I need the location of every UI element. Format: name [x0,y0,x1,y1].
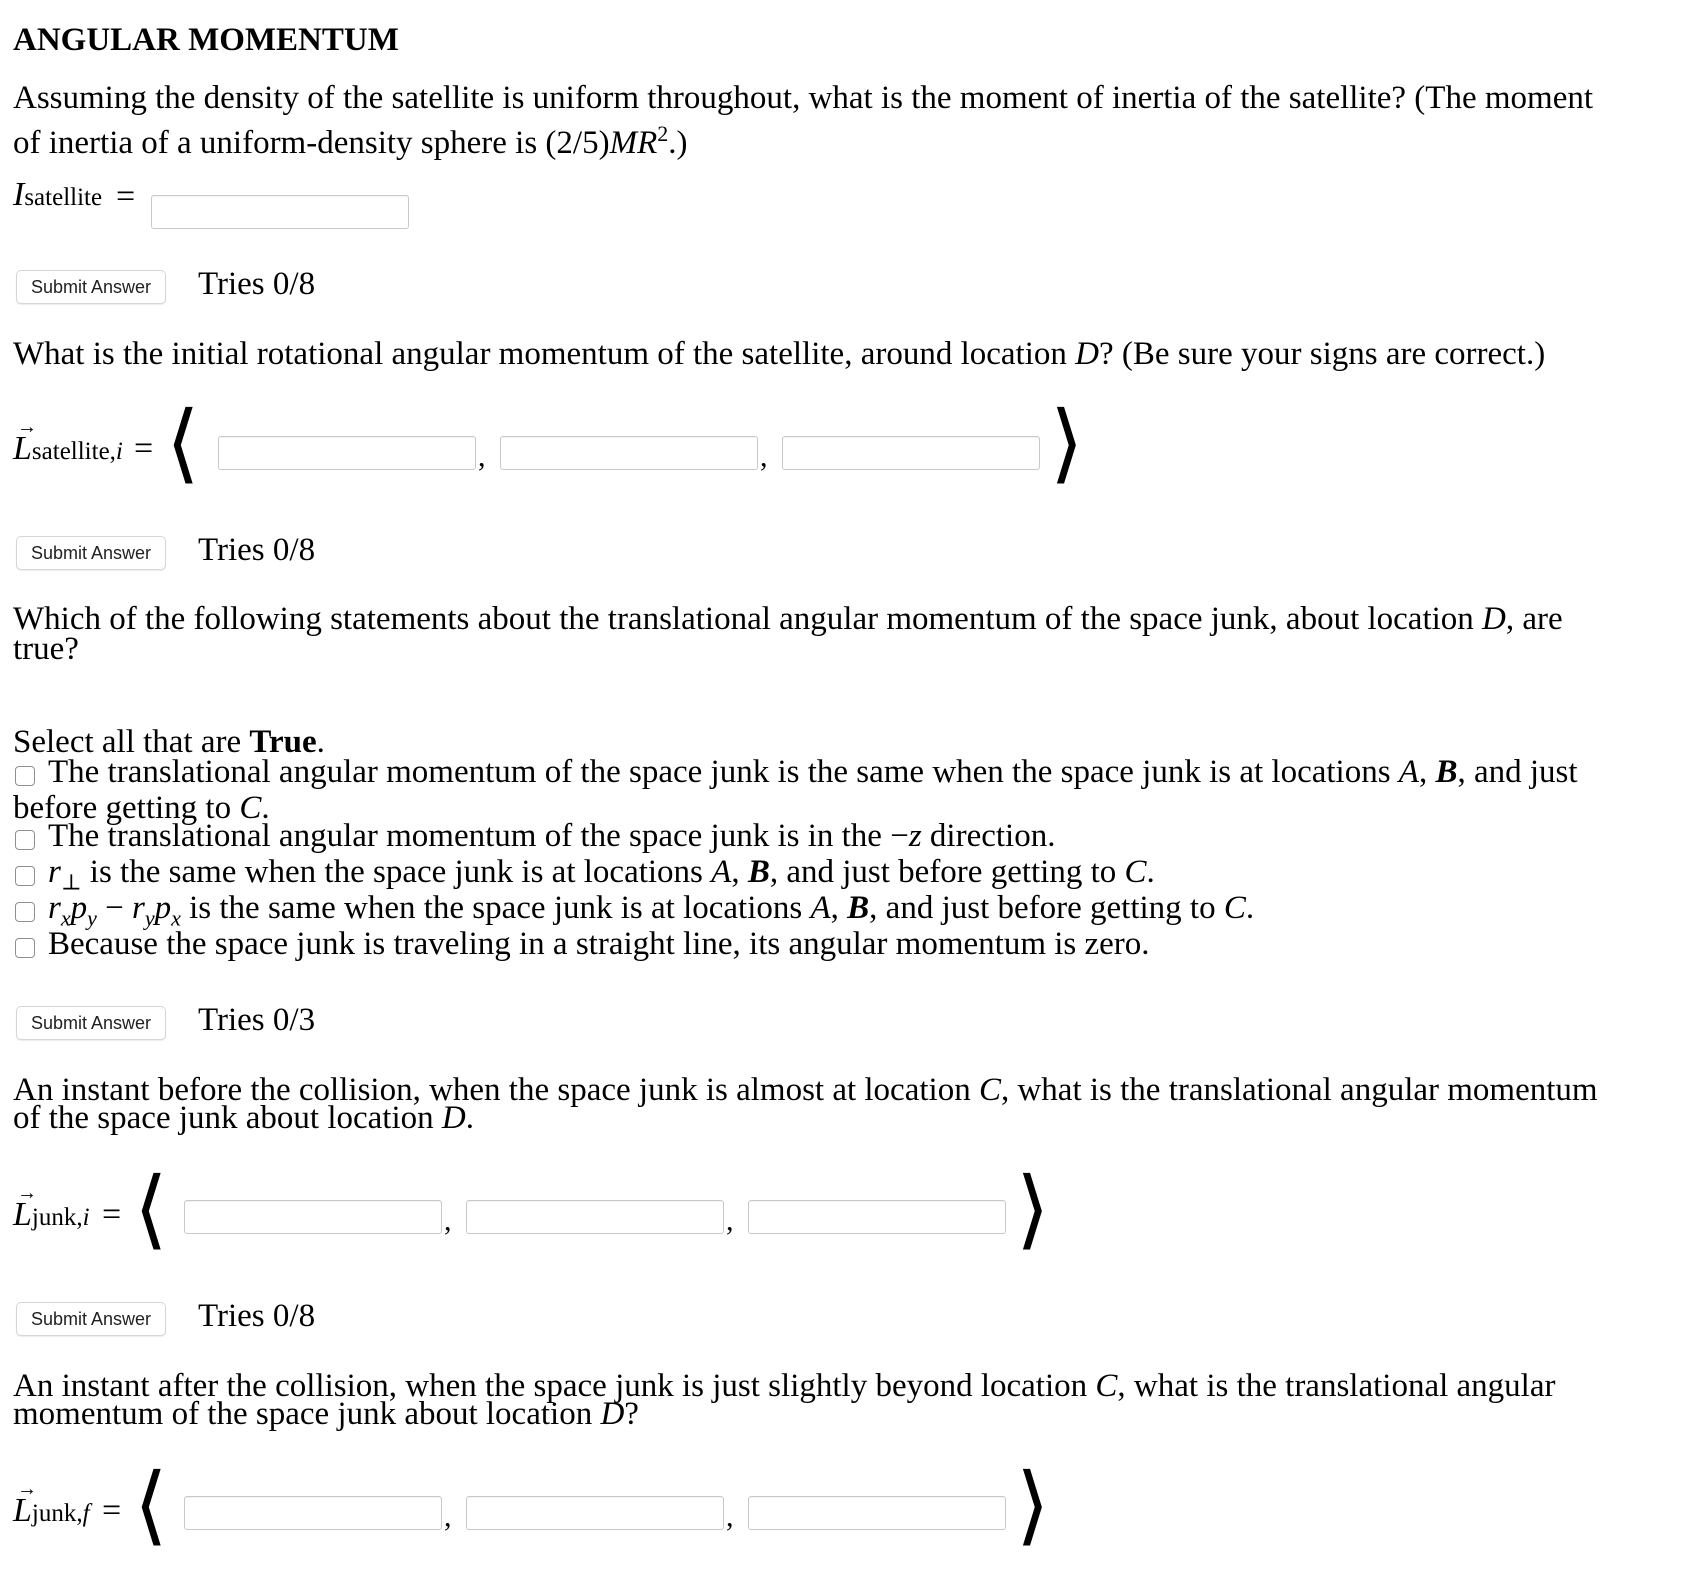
right-angle-bracket: ⟩ [1016,1161,1050,1257]
equals-sign: = [102,1492,122,1529]
option-5-text: Because the space junk is traveling in a straight line, its angular momentum is zero. [48,926,1150,962]
i-satellite-label [13,176,102,214]
l-junk-f-z-input[interactable] [748,1496,1006,1530]
page-title: ANGULAR MOMENTUM [13,22,399,58]
option-4-r1: r [48,890,61,926]
question-1-mr: MR [609,125,658,161]
checkbox-option-5[interactable] [15,938,35,958]
option-3-b: B [747,854,770,890]
l-var: → L [13,1492,32,1530]
question-2-line-1-end: ? (Be sure your signs are correct.) [1098,336,1546,372]
l-junk-i-y-input[interactable] [466,1200,724,1234]
submit-answer-button-3[interactable]: Submit Answer [16,1006,166,1040]
question-5-text [13,1368,1683,1432]
l-sub: junk, [31,1204,83,1231]
question-4-line-2: of the space junk about location [13,1100,442,1136]
option-4-x1: x [60,905,71,931]
option-1-a: A [1398,754,1419,790]
option-4-r2: r [132,890,145,926]
left-angle-bracket: ⟨ [166,395,200,491]
option-4-a: A [810,890,831,926]
option-1-part-a: The translational angular momentum of the space junk is the same when the space junk is at locations [48,754,1399,790]
comma: , [726,1204,734,1237]
option-4-end: . [1245,890,1255,926]
option-2-end: direction. [921,818,1056,854]
question-1-line-1: Assuming the density of the satellite is uniform throughout, what is the moment of inertia of the satellite? (The moment [13,80,1594,116]
tries-counter-1: Tries 0/8 [198,266,316,302]
option-2-text [48,818,1055,855]
l-sub-f: f [82,1500,90,1527]
checkbox-option-2[interactable] [15,830,35,850]
l-satellite-z-input[interactable] [782,436,1040,470]
comma: , [444,1500,452,1533]
question-5-d: D [600,1396,625,1432]
question-4-line-1: An instant before the collision, when the space junk is almost at location [13,1072,979,1108]
comma: , [444,1204,452,1237]
option-4-part-c: , and just before getting to [869,890,1224,926]
option-1-c: C [239,790,262,826]
option-4-minus: − [96,890,132,926]
option-3-a: A [711,854,732,890]
comma: , [726,1500,734,1533]
option-2-neg: − [890,818,909,854]
option-1-comma: , [1418,754,1436,790]
option-4-x2: x [171,905,181,931]
question-3-line-2: true? [13,631,79,667]
l-var: → L [13,1196,32,1234]
question-2-d: D [1075,336,1099,372]
l-sub-i: i [115,438,123,465]
option-3-comma: , [731,854,748,890]
option-4-y2: y [144,905,155,931]
select-true: True [249,724,317,760]
option-3-c: C [1124,854,1147,890]
l-sub-i: i [82,1204,90,1231]
question-5-c: C [1095,1368,1118,1404]
option-1-end: . [261,790,270,826]
question-1-end: .) [668,125,688,161]
left-angle-bracket: ⟨ [134,1161,168,1257]
option-1-part-c: , and just [1457,754,1578,790]
question-2-line-1: What is the initial rotational angular momentum of the satellite, around location [13,336,1076,372]
question-3-text [13,601,1683,667]
l-sub: satellite, [31,438,116,465]
tries-counter-2: Tries 0/8 [198,532,316,568]
right-angle-bracket: ⟩ [1016,1457,1050,1553]
question-5-end: ? [624,1396,639,1432]
option-4-p2: p [154,890,172,926]
i-satellite-input[interactable] [151,195,409,229]
option-4-p1: p [70,890,88,926]
question-4-end: . [465,1100,474,1136]
question-2-text [13,336,1683,372]
question-5-line-1: An instant after the collision, when the space junk is just slightly beyond location [13,1368,1096,1404]
l-var: → L [13,430,32,468]
l-junk-f-y-input[interactable] [466,1496,724,1530]
option-1-b: B [1435,754,1458,790]
question-1-line-2: of inertia of a uniform-density sphere is (2/5) [13,125,610,161]
option-3-part-a: is the same when the space junk is at locations [81,854,712,890]
question-4-d: D [441,1100,466,1136]
l-sub: junk, [31,1500,83,1527]
tries-counter-4: Tries 0/8 [198,1298,316,1334]
option-1-line2: before getting to [13,790,240,826]
option-2-z: z [908,818,922,854]
equals-sign: = [134,430,154,467]
option-2-part-a: The translational angular momentum of the space junk is in the [48,818,891,854]
submit-answer-button-1[interactable]: Submit Answer [16,270,166,304]
i-var: I [13,176,25,213]
question-3-line-1: Which of the following statements about the translational angular momentum of the space junk, about location [13,601,1483,637]
i-sub: satellite [24,184,103,211]
l-junk-i-label [13,1196,90,1234]
comma: , [478,440,486,473]
question-4-line-1-end: , what is the translational angular momentum [1000,1072,1598,1108]
question-5-line-2: momentum of the space junk about location [13,1396,601,1432]
question-3-line-1-end: , are [1505,601,1563,637]
l-junk-f-label [13,1492,90,1530]
left-angle-bracket: ⟨ [134,1457,168,1553]
l-satellite-label [13,430,123,468]
comma: , [760,440,768,473]
submit-answer-button-2[interactable]: Submit Answer [16,536,166,570]
option-3-perp: ⊥ [60,869,82,895]
question-3-d: D [1482,601,1506,637]
select-text: Select all that are [13,724,250,760]
select-period: . [316,724,325,760]
question-4-c: C [978,1072,1001,1108]
checkbox-option-1[interactable] [15,766,35,786]
option-4-y1: y [87,905,97,931]
checkbox-option-3[interactable] [15,866,35,886]
option-3-part-c: , and just before getting to [769,854,1125,890]
option-3-r: r [48,854,61,890]
l-satellite-y-input[interactable] [500,436,758,470]
right-angle-bracket: ⟩ [1050,395,1084,491]
option-4-comma: , [830,890,848,926]
checkbox-option-4[interactable] [15,902,35,922]
question-5-line-1-end: , what is the translational angular [1117,1368,1556,1404]
question-1-text [13,80,1683,161]
tries-counter-3: Tries 0/3 [198,1002,316,1038]
question-4-text [13,1072,1683,1136]
option-4-b: B [847,890,870,926]
equals-sign: = [116,178,136,215]
submit-answer-button-4[interactable]: Submit Answer [16,1302,166,1336]
equals-sign: = [102,1196,122,1233]
option-4-c: C [1223,890,1246,926]
option-3-end: . [1146,854,1155,890]
option-1-text [48,754,1578,791]
l-junk-i-x-input[interactable] [184,1200,442,1234]
question-1-exponent: 2 [657,121,669,146]
l-junk-i-z-input[interactable] [748,1200,1006,1234]
l-satellite-x-input[interactable] [218,436,476,470]
l-junk-f-x-input[interactable] [184,1496,442,1530]
option-4-part-a: is the same when the space junk is at locations [180,890,811,926]
